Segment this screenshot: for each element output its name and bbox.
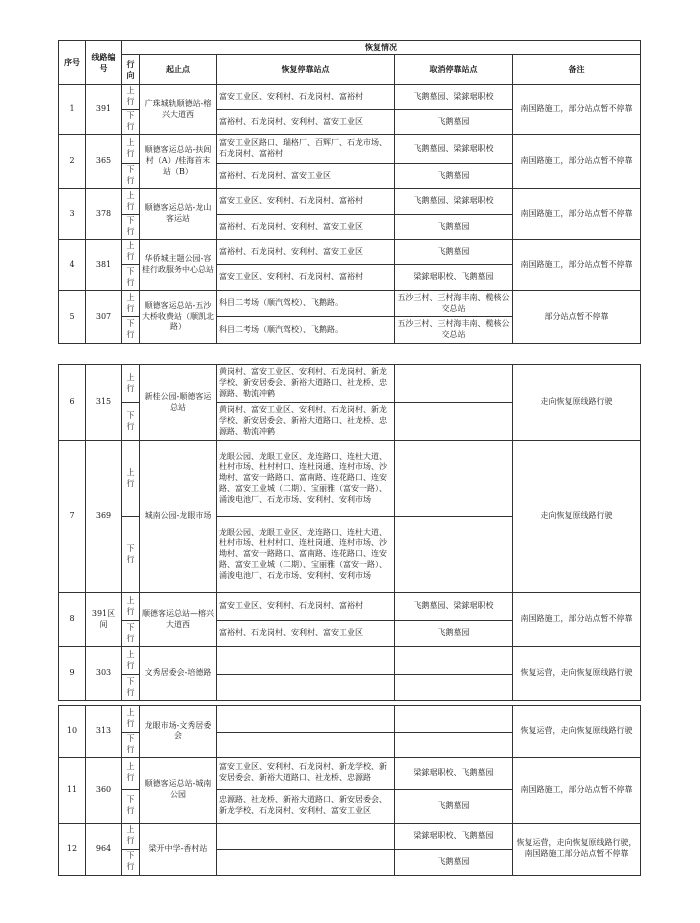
direction-down: 下行: [122, 675, 140, 701]
table-row: [59, 135, 641, 164]
cancel-stops-down: [395, 675, 513, 701]
table-row: [59, 441, 641, 517]
resume-stops-up: 富裕村、石龙岗村、安利村、富安工业区: [217, 240, 395, 265]
remark: 恢复运营，走向恢复原线路行驶: [513, 706, 641, 758]
cancel-stops-down: 五沙三村、三村海丰南、榄核公交总站: [395, 317, 513, 344]
direction-down: 下行: [122, 621, 140, 647]
cancel-stops-down: 梁銶琚职校、飞鹅墓园: [395, 265, 513, 291]
terminals: 龙眼市场-文秀居委会: [140, 706, 217, 758]
line-number: 315: [86, 365, 122, 441]
remark: 恢复运营，走向恢复原线路行驶: [513, 647, 641, 701]
remark: 南国路施工，部分站点暂不停靠: [513, 240, 641, 291]
header-remark: 备注: [513, 55, 641, 85]
terminals: 文秀居委会-培德路: [140, 647, 217, 701]
direction-up: 上行: [122, 757, 140, 789]
direction-up: 上行: [122, 823, 140, 849]
remark: 南国路施工，部分站点暂不停靠: [513, 135, 641, 189]
resume-stops-up: 富安工业区、安利村、石龙岗村、新龙学校、新安居委会、新裕大道路口、社龙桥、忠源路: [217, 757, 395, 789]
direction-down: 下行: [122, 517, 140, 593]
header-no: 序号: [59, 41, 86, 85]
cancel-stops-down: 飞鹅墓园: [395, 849, 513, 875]
resume-stops-down: 富裕村、石龙岗村、富安工业区: [217, 164, 395, 189]
terminals: 新桂公园-顺德客运总站: [140, 365, 217, 441]
resume-stops-down: 富安工业区、安利村、石龙岗村、富裕村: [217, 265, 395, 291]
direction-up: 上行: [122, 189, 140, 215]
cancel-stops-down: 飞鹅墓园: [395, 215, 513, 240]
remark: 走向恢复原线路行驶: [513, 441, 641, 593]
resume-stops-down: 富裕村、石龙岗村、安利村、富安工业区: [217, 621, 395, 647]
cancel-stops-up: 飞鹅墓园、梁銶琚职校: [395, 593, 513, 621]
resume-stops-up: 富安工业区、安利村、石龙岗村、富裕村: [217, 593, 395, 621]
header-direction: 行向: [122, 55, 140, 85]
line-number: 391: [86, 85, 122, 135]
direction-down: 下行: [122, 110, 140, 135]
remark: 南国路施工，部分站点暂不停靠: [513, 85, 641, 135]
remark: 走向恢复原线路行驶: [513, 365, 641, 441]
header-terminals: 起止点: [140, 55, 217, 85]
cancel-stops-down: [395, 517, 513, 593]
resume-stops-down: 科目二考场（顺汽驾校）、飞鹅路。: [217, 317, 395, 344]
row-number: 10: [59, 706, 86, 758]
direction-up: 上行: [122, 441, 140, 517]
resume-stops-down: 龙眼公园、龙眼工业区、龙连路口、连杜大道、杜村市场、杜村村口、连杜岗通、连村市场、沙坳村、富安一路路口、富南路、连花路口、连安路、富安工业城（二期）、宝丽雅（富安一路）、涌浚电池厂、石龙市场、安利村、安利市场: [217, 517, 395, 593]
cancel-stops-up: 飞鹅墓园、梁銶琚职校: [395, 85, 513, 110]
direction-up: 上行: [122, 365, 140, 403]
line-number: 964: [86, 823, 122, 875]
resume-stops-down: 富裕村、石龙岗村、安利村、富安工业区: [217, 110, 395, 135]
line-number: 307: [86, 291, 122, 344]
direction-down: 下行: [122, 733, 140, 758]
direction-down: 下行: [122, 849, 140, 875]
cancel-stops-up: 飞鹅墓园: [395, 240, 513, 265]
remark: 南国路施工，部分站点暂不停靠: [513, 189, 641, 240]
line-number: 313: [86, 706, 122, 758]
bus-route-table-part-2: [58, 364, 641, 701]
table-row: [59, 593, 641, 621]
cancel-stops-down: 飞鹅墓园: [395, 789, 513, 823]
resume-stops-up: 富安工业区、安利村、石龙岗村、富裕村: [217, 85, 395, 110]
cancel-stops-down: 飞鹅墓园: [395, 621, 513, 647]
terminals: 顺德客运总站-龙山客运站: [140, 189, 217, 240]
terminals: 顺德客运总站-城南公园: [140, 757, 217, 823]
resume-stops-up: 科目二考场（顺汽驾校）、飞鹅路。: [217, 291, 395, 317]
direction-up: 上行: [122, 706, 140, 733]
line-number: 391区间: [86, 593, 122, 647]
line-number: 365: [86, 135, 122, 189]
resume-stops-up: 富安工业区、安利村、石龙岗村、富裕村: [217, 189, 395, 215]
header-resume: 恢复情况: [122, 41, 641, 55]
cancel-stops-up: [395, 365, 513, 403]
table-row: [59, 647, 641, 675]
table-row: [59, 291, 641, 317]
table-row: [59, 189, 641, 215]
terminals: 广珠城轨顺德站-榕兴大道西: [140, 85, 217, 135]
cancel-stops-up: 五沙三村、三村海丰南、榄核公交总站: [395, 291, 513, 317]
cancel-stops-up: 飞鹅墓园、梁銶琚职校: [395, 135, 513, 164]
direction-down: 下行: [122, 317, 140, 344]
direction-down: 下行: [122, 265, 140, 291]
resume-stops-up: 富安工业区路口、瑞格厂、百辉厂、石龙市场、石龙岗村、富裕村: [217, 135, 395, 164]
direction-down: 下行: [122, 164, 140, 189]
resume-stops-down: 富裕村、石龙岗村、安利村、富安工业区: [217, 215, 395, 240]
direction-up: 上行: [122, 85, 140, 110]
bus-route-table-part-3: [58, 705, 641, 876]
cancel-stops-down: [395, 403, 513, 441]
bus-route-table-part-1: [58, 40, 641, 344]
line-number: 369: [86, 441, 122, 593]
terminals: 顺德客运总站—榕兴大道西: [140, 593, 217, 647]
resume-stops-down: 黄岗村、富安工业区、安利村、石龙岗村、新龙学校、新安居委会、新裕大道路口、社龙桥、忠源路、勒流冲鹤: [217, 403, 395, 441]
resume-stops-up: [217, 706, 395, 733]
terminals: 顺德客运总站-五沙大桥收费站（顺凯北路）: [140, 291, 217, 344]
table-row: [59, 757, 641, 789]
direction-down: 下行: [122, 403, 140, 441]
direction-down: 下行: [122, 789, 140, 823]
row-number: 9: [59, 647, 86, 701]
row-number: 1: [59, 85, 86, 135]
row-number: 8: [59, 593, 86, 647]
cancel-stops-up: [395, 647, 513, 675]
direction-up: 上行: [122, 647, 140, 675]
row-number: 11: [59, 757, 86, 823]
line-number: 303: [86, 647, 122, 701]
terminals: 梁开中学-香村站: [140, 823, 217, 875]
remark: 南国路施工，部分站点暂不停靠: [513, 593, 641, 647]
remark: 恢复运营，走向恢复原线路行驶，南国路施工部分站点暂不停靠: [513, 823, 641, 875]
row-number: 4: [59, 240, 86, 291]
terminals: 顺德客运总站-扶闾村（A）/桂海首末站（B）: [140, 135, 217, 189]
header-line: 线路编号: [86, 41, 122, 85]
line-number: 381: [86, 240, 122, 291]
table-row: [59, 365, 641, 403]
cancel-stops-up: [395, 441, 513, 517]
terminals: 华侨城主题公园-容桂行政服务中心总站: [140, 240, 217, 291]
resume-stops-up: [217, 647, 395, 675]
resume-stops-up: 黄岗村、富安工业区、安利村、石龙岗村、新龙学校、新安居委会、新裕大道路口、社龙桥、忠源路、勒流冲鹤: [217, 365, 395, 403]
table-row: [59, 823, 641, 849]
resume-stops-down: [217, 675, 395, 701]
direction-up: 上行: [122, 240, 140, 265]
row-number: 6: [59, 365, 86, 441]
table-row: [59, 240, 641, 265]
resume-stops-up: 龙眼公园、龙眼工业区、龙连路口、连杜大道、杜村市场、杜村村口、连杜岗通、连村市场、沙坳村、富安一路路口、富南路、连花路口、连安路、富安工业城（二期）、宝丽雅（富安一路）、涌浚电池厂、石龙市场、安利村、安利市场: [217, 441, 395, 517]
remark: 部分站点暂不停靠: [513, 291, 641, 344]
cancel-stops-down: 飞鹅墓园: [395, 110, 513, 135]
direction-up: 上行: [122, 593, 140, 621]
row-number: 3: [59, 189, 86, 240]
resume-stops-down: [217, 849, 395, 875]
line-number: 360: [86, 757, 122, 823]
terminals: 城南公园-龙眼市场: [140, 441, 217, 593]
row-number: 2: [59, 135, 86, 189]
cancel-stops-down: [395, 733, 513, 758]
remark: 南国路施工，部分站点暂不停靠: [513, 757, 641, 823]
direction-up: 上行: [122, 291, 140, 317]
cancel-stops-down: 飞鹅墓园: [395, 164, 513, 189]
resume-stops-up: [217, 823, 395, 849]
row-number: 12: [59, 823, 86, 875]
cancel-stops-up: 梁銶琚职校、飞鹅墓园: [395, 823, 513, 849]
direction-down: 下行: [122, 215, 140, 240]
direction-up: 上行: [122, 135, 140, 164]
table-row: [59, 706, 641, 733]
header-resume-stops: 恢复停靠站点: [217, 55, 395, 85]
row-number: 7: [59, 441, 86, 593]
header-cancel-stops: 取消停靠站点: [395, 55, 513, 85]
cancel-stops-up: [395, 706, 513, 733]
resume-stops-down: 忠源路、社龙桥、新裕大道路口、新安居委会、新龙学校、石龙岗村、安利村、富安工业区: [217, 789, 395, 823]
cancel-stops-up: 飞鹅墓园、梁銶琚职校: [395, 189, 513, 215]
row-number: 5: [59, 291, 86, 344]
table-row: [59, 85, 641, 110]
line-number: 378: [86, 189, 122, 240]
resume-stops-down: [217, 733, 395, 758]
cancel-stops-up: 梁銶琚职校、飞鹅墓园: [395, 757, 513, 789]
